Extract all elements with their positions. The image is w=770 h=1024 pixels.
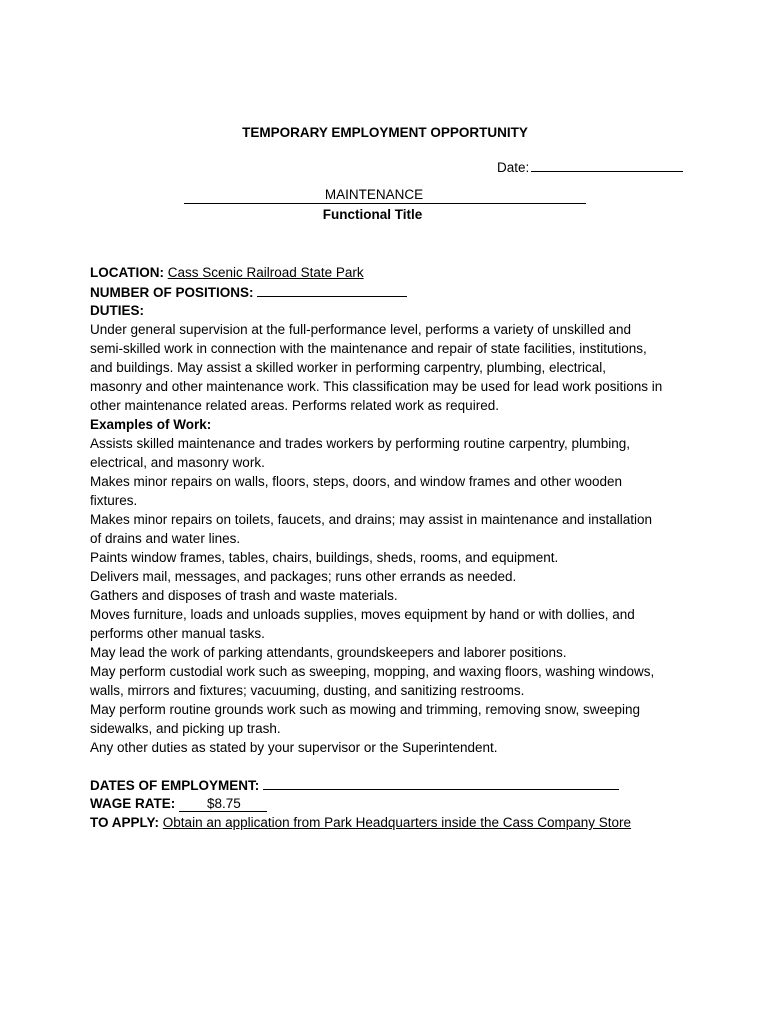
example-line: electrical, and masonry work. [90,455,265,470]
date-label: Date: [497,160,530,175]
example-line: Paints window frames, tables, chairs, buildings, sheds, rooms, and equipment. [90,550,559,565]
positions-blank-line [257,282,407,297]
section-spacer [90,757,690,775]
example-line: fixtures. [90,493,138,508]
example-line: Makes minor repairs on walls, floors, steps, doors, and window frames and other wooden [90,474,623,489]
example-line: May perform custodial work such as sweeping, mopping, and waxing floors, washing windows, [90,664,655,679]
location-value: Cass Scenic Railroad State Park [167,265,364,280]
example-line: May perform routine grounds work such as mowing and trimming, removing snow, sweeping [90,702,640,717]
examples-label: Examples of Work: [90,417,212,432]
duties-line: semi-skilled work in connection with the maintenance and repair of state facilities, institutions, [90,341,647,356]
example-line: Delivers mail, messages, and packages; runs other errands as needed. [90,569,517,584]
example-line: Gathers and disposes of trash and waste materials. [90,588,398,603]
wage-value: $8.75 [179,796,267,812]
duties-label: DUTIES: [90,303,144,318]
apply-value: Obtain an application from Park Headquarters inside the Cass Company Store [162,815,632,830]
example-line: walls, mirrors and fixtures; vacuuming, dusting, and sanitizing restrooms. [90,683,525,698]
dates-row [90,775,690,794]
dates-label: DATES OF EMPLOYMENT: [90,778,260,793]
duties-line: other maintenance related areas. Performs related work as required. [90,398,499,413]
example-line: of drains and water lines. [90,531,241,546]
example-line: sidewalks, and picking up trash. [90,721,281,736]
functional-title-line [184,187,586,204]
wage-row [90,794,690,813]
functional-title-value: MAINTENANCE [324,187,424,202]
wage-label: WAGE RATE: [90,796,176,811]
location-row [90,263,690,282]
date-field [497,157,683,175]
dates-blank-line [263,775,619,790]
document-body [90,263,690,832]
duties-line: and buildings. May assist a skilled worker in performing carpentry, plumbing, electrical, [90,360,606,375]
example-line: Moves furniture, loads and unloads supplies, moves equipment by hand or with dollies, and [90,607,635,622]
example-line: Assists skilled maintenance and trades workers by performing routine carpentry, plumbing, [90,436,630,451]
example-line: Any other duties as stated by your supervisor or the Superintendent. [90,740,498,755]
duties-text [90,320,690,415]
functional-title-label: Functional Title [322,207,423,222]
duties-line: masonry and other maintenance work. This classification may be used for lead work positions in [90,379,663,394]
example-line: Makes minor repairs on toilets, faucets, and drains; may assist in maintenance and installation [90,512,653,527]
duties-line: Under general supervision at the full-performance level, performs a variety of unskilled and [90,322,632,337]
location-label: LOCATION: [90,265,164,280]
examples-text [90,434,690,757]
document-title: TEMPORARY EMPLOYMENT OPPORTUNITY [242,125,528,140]
example-line: May lead the work of parking attendants, groundskeepers and laborer positions. [90,645,567,660]
positions-row [90,282,690,301]
apply-label: TO APPLY: [90,815,160,830]
apply-row [90,813,690,832]
date-blank-line [531,157,683,172]
example-line: performs other manual tasks. [90,626,265,641]
positions-label: NUMBER OF POSITIONS: [90,285,254,300]
